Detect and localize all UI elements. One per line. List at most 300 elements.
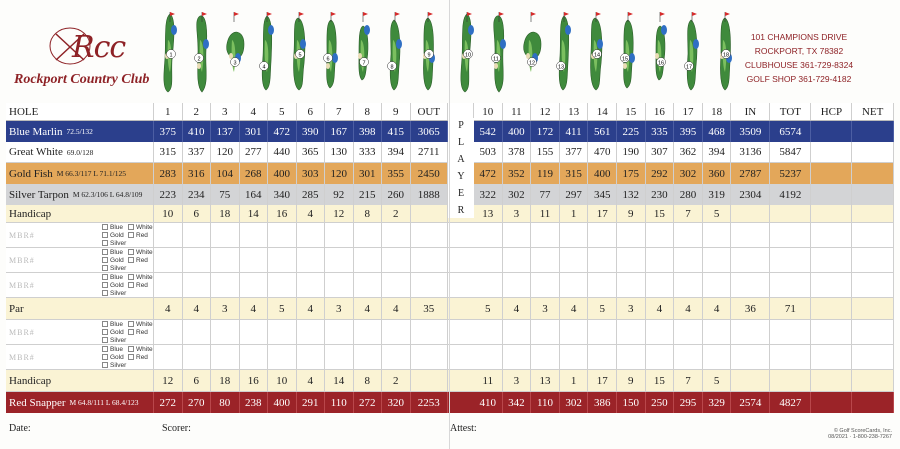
back-hole-cell[interactable] (703, 345, 732, 369)
back-hole-cell: 297 (560, 184, 589, 205)
back-hole-cell[interactable] (560, 223, 589, 247)
hole-map (383, 10, 407, 96)
back-hole-cell: 307 (646, 142, 675, 162)
front-hole-cell: 223 (154, 184, 183, 205)
tot-cell[interactable] (770, 320, 811, 344)
front-hole-cell[interactable] (240, 273, 269, 297)
out-cell[interactable] (411, 223, 449, 247)
par-row (6, 298, 894, 320)
front-hole-cell[interactable] (297, 248, 326, 272)
tot-cell[interactable] (770, 223, 811, 247)
tot-cell: 6574 (770, 121, 811, 142)
player-score-row (6, 248, 894, 273)
golfshop-phone: GOLF SHOP 361-729-4182 (746, 74, 852, 84)
front-hole-cell[interactable] (382, 345, 411, 369)
back-hole-cell[interactable] (560, 345, 589, 369)
back-hole-cell[interactable] (531, 273, 560, 297)
back-hole-cell: 5 (474, 298, 503, 319)
back-hole-cell[interactable] (617, 223, 646, 247)
hcp-cell[interactable] (811, 223, 852, 247)
front-hole-cell[interactable] (183, 248, 212, 272)
course-rating: M 66.3/117 L 71.1/125 (56, 169, 126, 178)
hole-maps-front (158, 10, 448, 96)
hole-map (190, 10, 214, 96)
front-hole-cell[interactable] (354, 248, 383, 272)
hole-number: 2 (183, 103, 212, 120)
in-cell[interactable] (731, 273, 770, 297)
member-number-label: MBR# (9, 230, 35, 240)
front-hole-cell[interactable] (268, 223, 297, 247)
net-cell[interactable] (852, 320, 894, 344)
out-cell[interactable] (411, 320, 449, 344)
front-hole-cell: 283 (154, 163, 183, 184)
row-label (6, 142, 154, 162)
address-city: ROCKPORT, TX 78382 (754, 46, 844, 56)
row-label-text: Great White (9, 146, 63, 158)
net-cell[interactable] (852, 223, 894, 247)
back-hole-cell: 386 (588, 392, 617, 413)
front-hole-cell[interactable] (382, 273, 411, 297)
hole-number: 4 (240, 103, 269, 120)
front-hole-cell[interactable] (325, 345, 354, 369)
front-hole-cell: 167 (325, 121, 354, 142)
back-hole-cell: 132 (617, 184, 646, 205)
hole-number: 16 (646, 103, 675, 120)
front-hole-cell[interactable] (354, 273, 383, 297)
row-label (6, 392, 154, 413)
hole-number: 17 (674, 103, 703, 120)
back-hole-cell[interactable] (531, 320, 560, 344)
member-number-label: MBR# (9, 352, 35, 362)
front-hole-cell[interactable] (297, 320, 326, 344)
hole-map (158, 10, 182, 96)
front-hole-cell: 303 (297, 163, 326, 184)
out-cell: 1888 (411, 184, 449, 205)
tot-cell[interactable] (770, 345, 811, 369)
club-monogram: Rcc (72, 30, 126, 65)
front-hole-cell[interactable] (183, 223, 212, 247)
member-number-label: MBR# (9, 255, 35, 265)
net-cell[interactable] (852, 142, 894, 162)
hole-map-number: 9 (427, 52, 431, 59)
net-cell[interactable] (852, 184, 894, 205)
front-hole-cell: 2 (382, 370, 411, 391)
hole-maps-back (455, 10, 745, 96)
back-hole-cell: 394 (703, 142, 732, 162)
back-hole-cell: 175 (617, 163, 646, 184)
row-label-text: Handicap (9, 207, 52, 220)
in-cell[interactable] (731, 223, 770, 247)
front-hole-cell[interactable] (154, 248, 183, 272)
front-hole-cell: 6 (183, 205, 212, 222)
back-hole-cell: 7 (674, 205, 703, 222)
front-hole-cell: 80 (211, 392, 240, 413)
hcp-cell[interactable] (811, 320, 852, 344)
hole-map (416, 10, 440, 96)
hole-map-number: 14 (593, 52, 600, 59)
net-cell[interactable] (852, 370, 894, 391)
back-hole-cell[interactable] (646, 345, 675, 369)
back-hole-cell[interactable] (646, 223, 675, 247)
net-cell[interactable] (852, 345, 894, 369)
back-hole-cell: 5 (703, 205, 732, 222)
row-label-text: Red Snapper (9, 396, 66, 409)
back-hole-cell[interactable] (531, 248, 560, 272)
front-hole-cell[interactable] (154, 320, 183, 344)
front-hole-cell: 16 (268, 205, 297, 222)
back-hole-cell[interactable] (703, 223, 732, 247)
out-cell[interactable] (411, 345, 449, 369)
address-street: 101 CHAMPIONS DRIVE (750, 32, 848, 42)
back-hole-cell: 17 (588, 205, 617, 222)
net-cell[interactable] (852, 273, 894, 297)
front-hole-cell[interactable] (183, 345, 212, 369)
back-hole-cell: 155 (531, 142, 560, 162)
front-hole-cell: 268 (240, 163, 269, 184)
back-hole-cell[interactable] (560, 320, 589, 344)
hcp-cell[interactable] (811, 184, 852, 205)
front-hole-cell: 270 (183, 392, 212, 413)
back-hole-cell: 190 (617, 142, 646, 162)
back-hole-cell[interactable] (560, 273, 589, 297)
back-hole-cell[interactable] (503, 248, 532, 272)
out-cell[interactable] (411, 370, 449, 391)
front-hole-cell[interactable] (325, 273, 354, 297)
back-hole-cell: 378 (503, 142, 532, 162)
hole-map-number: 13 (557, 64, 564, 71)
hcp-cell[interactable] (811, 205, 852, 222)
hole-map (616, 10, 640, 96)
front-hole-cell[interactable] (268, 345, 297, 369)
back-hole-cell[interactable] (646, 320, 675, 344)
back-hole-cell: 4 (646, 298, 675, 319)
player-letter: L (457, 137, 465, 148)
net-cell[interactable] (852, 205, 894, 222)
out-cell: 2450 (411, 163, 449, 184)
hcp-cell[interactable] (811, 298, 852, 319)
tee-checkboxes: Blue White Gold Red Silver (102, 224, 154, 248)
attest-field[interactable]: Attest: (450, 423, 477, 434)
back-hole-cell[interactable] (646, 248, 675, 272)
player-score-row (6, 320, 894, 345)
back-hole-cell: 15 (646, 370, 675, 391)
front-hole-cell[interactable] (154, 223, 183, 247)
front-hole-cell: 4 (297, 205, 326, 222)
tot-header: TOT (770, 103, 811, 120)
back-hole-cell: 503 (474, 142, 503, 162)
player-score-row (6, 273, 894, 298)
back-hole-cell: 561 (588, 121, 617, 142)
front-hole-cell[interactable] (325, 248, 354, 272)
back-hole-cell[interactable] (474, 273, 503, 297)
back-hole-cell: 292 (646, 163, 675, 184)
back-hole-cell[interactable] (503, 273, 532, 297)
back-hole-cell[interactable] (703, 320, 732, 344)
front-hole-cell: 120 (325, 163, 354, 184)
back-hole-cell[interactable] (503, 223, 532, 247)
tot-cell[interactable] (770, 248, 811, 272)
date-field[interactable]: Date: (9, 423, 31, 434)
back-hole-cell[interactable] (588, 223, 617, 247)
hole-map (319, 10, 343, 96)
front-hole-cell[interactable] (183, 320, 212, 344)
front-hole-cell[interactable] (211, 223, 240, 247)
back-hole-cell: 302 (503, 184, 532, 205)
hole-map (287, 10, 311, 96)
back-hole-cell[interactable] (674, 345, 703, 369)
front-hole-cell: 238 (240, 392, 269, 413)
back-hole-cell: 1 (560, 370, 589, 391)
hole-map (519, 10, 543, 96)
hole-map (351, 10, 375, 96)
front-hole-cell[interactable] (154, 273, 183, 297)
back-hole-cell: 230 (646, 184, 675, 205)
back-hole-cell: 322 (474, 184, 503, 205)
handicap-ladies-row (6, 370, 894, 392)
front-hole-cell[interactable] (382, 320, 411, 344)
front-hole-cell[interactable] (240, 248, 269, 272)
back-hole-cell[interactable] (474, 223, 503, 247)
back-hole-cell[interactable] (474, 345, 503, 369)
back-hole-cell: 315 (560, 163, 589, 184)
back-hole-cell: 13 (474, 205, 503, 222)
back-hole-cell: 3 (503, 370, 532, 391)
hole-map-number: 12 (529, 60, 536, 67)
front-hole-cell[interactable] (240, 320, 269, 344)
front-hole-cell: 3 (211, 298, 240, 319)
back-hole-cell: 9 (617, 370, 646, 391)
front-hole-cell[interactable] (325, 223, 354, 247)
front-hole-cell: 394 (382, 142, 411, 162)
front-hole-cell: 355 (382, 163, 411, 184)
tee-checkboxes: Blue White Gold Red Silver (102, 346, 154, 370)
hcp-cell[interactable] (811, 163, 852, 184)
back-hole-cell[interactable] (646, 273, 675, 297)
hole-map-number: 16 (658, 60, 665, 67)
hcp-header: HCP (811, 103, 852, 120)
front-hole-cell: 75 (211, 184, 240, 205)
front-hole-cell: 8 (354, 205, 383, 222)
hcp-cell[interactable] (811, 121, 852, 142)
hole-map-number: 8 (390, 64, 394, 71)
front-hole-cell[interactable] (297, 345, 326, 369)
front-hole-cell: 18 (211, 205, 240, 222)
front-hole-cell: 2 (382, 205, 411, 222)
back-hole-cell[interactable] (588, 320, 617, 344)
tee-checkboxes: Blue White Gold Red Silver (102, 321, 154, 345)
back-hole-cell: 377 (560, 142, 589, 162)
back-hole-cell[interactable] (617, 345, 646, 369)
hole-map-number: 6 (326, 56, 330, 63)
back-hole-cell[interactable] (617, 248, 646, 272)
row-label (6, 223, 154, 247)
front-hole-cell: 390 (297, 121, 326, 142)
front-hole-cell: 410 (183, 121, 212, 142)
back-hole-cell[interactable] (674, 248, 703, 272)
club-name: Rockport Country Club (14, 72, 150, 87)
back-hole-cell: 5 (588, 298, 617, 319)
back-hole-cell: 411 (560, 121, 589, 142)
front-hole-cell: 110 (325, 392, 354, 413)
in-cell[interactable] (731, 205, 770, 222)
back-hole-cell[interactable] (503, 345, 532, 369)
front-hole-cell: 10 (154, 205, 183, 222)
tot-cell[interactable] (770, 205, 811, 222)
hole-number: 3 (211, 103, 240, 120)
net-cell[interactable] (852, 163, 894, 184)
back-hole-cell: 352 (503, 163, 532, 184)
hole-map (648, 10, 672, 96)
out-cell[interactable] (411, 273, 449, 297)
front-hole-cell: 215 (354, 184, 383, 205)
front-hole-cell[interactable] (183, 273, 212, 297)
back-hole-cell[interactable] (588, 345, 617, 369)
back-hole-cell[interactable] (560, 248, 589, 272)
member-number-label: MBR# (9, 327, 35, 337)
front-hole-cell[interactable] (354, 223, 383, 247)
front-hole-cell: 440 (268, 142, 297, 162)
front-hole-cell[interactable] (297, 273, 326, 297)
back-hole-cell[interactable] (617, 320, 646, 344)
back-hole-cell[interactable] (474, 320, 503, 344)
front-hole-cell: 137 (211, 121, 240, 142)
in-cell[interactable] (731, 248, 770, 272)
front-hole-cell[interactable] (268, 248, 297, 272)
tot-cell: 4827 (770, 392, 811, 413)
front-hole-cell: 400 (268, 392, 297, 413)
in-cell[interactable] (731, 345, 770, 369)
hole-number: 1 (154, 103, 183, 120)
front-hole-cell[interactable] (325, 320, 354, 344)
back-hole-cell: 15 (646, 205, 675, 222)
hole-number: 8 (354, 103, 383, 120)
front-hole-cell[interactable] (382, 223, 411, 247)
front-hole-cell[interactable] (354, 345, 383, 369)
back-hole-cell: 3 (531, 298, 560, 319)
hole-number: 11 (503, 103, 532, 120)
hcp-cell[interactable] (811, 142, 852, 162)
front-hole-cell[interactable] (211, 320, 240, 344)
copyright-line: 08/2021 · 1-800-238-7267 (828, 434, 892, 440)
hole-map (584, 10, 608, 96)
back-hole-cell: 119 (531, 163, 560, 184)
net-cell[interactable] (852, 392, 894, 413)
back-hole-cell: 3 (503, 205, 532, 222)
out-cell[interactable] (411, 205, 449, 222)
front-hole-cell[interactable] (354, 320, 383, 344)
hole-header: HOLE (6, 103, 154, 120)
hole-map (552, 10, 576, 96)
front-hole-cell[interactable] (211, 248, 240, 272)
out-cell: 35 (411, 298, 449, 319)
front-hole-cell: 130 (325, 142, 354, 162)
row-label (6, 298, 154, 319)
front-hole-cell[interactable] (268, 320, 297, 344)
back-hole-cell: 4 (703, 298, 732, 319)
front-hole-cell: 272 (154, 392, 183, 413)
hole-number: 13 (560, 103, 589, 120)
hole-number: 10 (474, 103, 503, 120)
hcp-cell[interactable] (811, 248, 852, 272)
hcp-cell[interactable] (811, 370, 852, 391)
in-header: IN (731, 103, 770, 120)
back-hole-cell[interactable] (703, 248, 732, 272)
club-logo (12, 26, 162, 92)
hole-number: 18 (703, 103, 732, 120)
tot-cell: 5237 (770, 163, 811, 184)
net-cell[interactable] (852, 121, 894, 142)
tot-cell[interactable] (770, 370, 811, 391)
hole-number: 14 (588, 103, 617, 120)
back-hole-cell: 1 (560, 205, 589, 222)
back-hole-cell: 13 (531, 370, 560, 391)
hcp-cell[interactable] (811, 273, 852, 297)
back-hole-cell: 410 (474, 392, 503, 413)
back-hole-cell[interactable] (531, 345, 560, 369)
front-hole-cell[interactable] (297, 223, 326, 247)
net-cell[interactable] (852, 248, 894, 272)
front-hole-cell[interactable] (240, 345, 269, 369)
front-hole-cell: 4 (382, 298, 411, 319)
back-hole-cell[interactable] (674, 320, 703, 344)
front-hole-cell[interactable] (240, 223, 269, 247)
front-hole-cell: 337 (183, 142, 212, 162)
hole-number: 6 (297, 103, 326, 120)
front-hole-cell[interactable] (211, 273, 240, 297)
hole-map (255, 10, 279, 96)
back-hole-cell[interactable] (588, 273, 617, 297)
back-hole-cell: 302 (674, 163, 703, 184)
front-hole-cell: 291 (297, 392, 326, 413)
front-hole-cell[interactable] (154, 345, 183, 369)
net-cell[interactable] (852, 298, 894, 319)
tot-cell: 4192 (770, 184, 811, 205)
player-letter: A (457, 154, 465, 165)
front-hole-cell[interactable] (268, 273, 297, 297)
hcp-cell[interactable] (811, 345, 852, 369)
in-cell: 2304 (731, 184, 770, 205)
front-hole-cell[interactable] (382, 248, 411, 272)
hcp-cell[interactable] (811, 392, 852, 413)
back-hole-cell[interactable] (674, 223, 703, 247)
hole-map-number: 5 (298, 52, 302, 59)
out-cell[interactable] (411, 248, 449, 272)
back-hole-cell: 225 (617, 121, 646, 142)
back-hole-cell[interactable] (531, 223, 560, 247)
tot-cell: 71 (770, 298, 811, 319)
front-hole-cell: 333 (354, 142, 383, 162)
back-hole-cell: 3 (617, 298, 646, 319)
hole-map-number: 4 (262, 64, 266, 71)
front-hole-cell: 12 (325, 205, 354, 222)
back-hole-cell[interactable] (474, 248, 503, 272)
back-hole-cell[interactable] (617, 273, 646, 297)
in-cell[interactable] (731, 370, 770, 391)
front-hole-cell[interactable] (211, 345, 240, 369)
back-hole-cell[interactable] (674, 273, 703, 297)
back-hole-cell: 360 (703, 163, 732, 184)
back-hole-cell: 472 (474, 163, 503, 184)
in-cell: 3509 (731, 121, 770, 142)
back-hole-cell[interactable] (503, 320, 532, 344)
club-address (734, 30, 864, 86)
front-hole-cell: 301 (354, 163, 383, 184)
back-hole-cell[interactable] (588, 248, 617, 272)
in-cell[interactable] (731, 320, 770, 344)
back-hole-cell[interactable] (703, 273, 732, 297)
scorer-field[interactable]: Scorer: (162, 423, 191, 434)
tot-cell[interactable] (770, 273, 811, 297)
